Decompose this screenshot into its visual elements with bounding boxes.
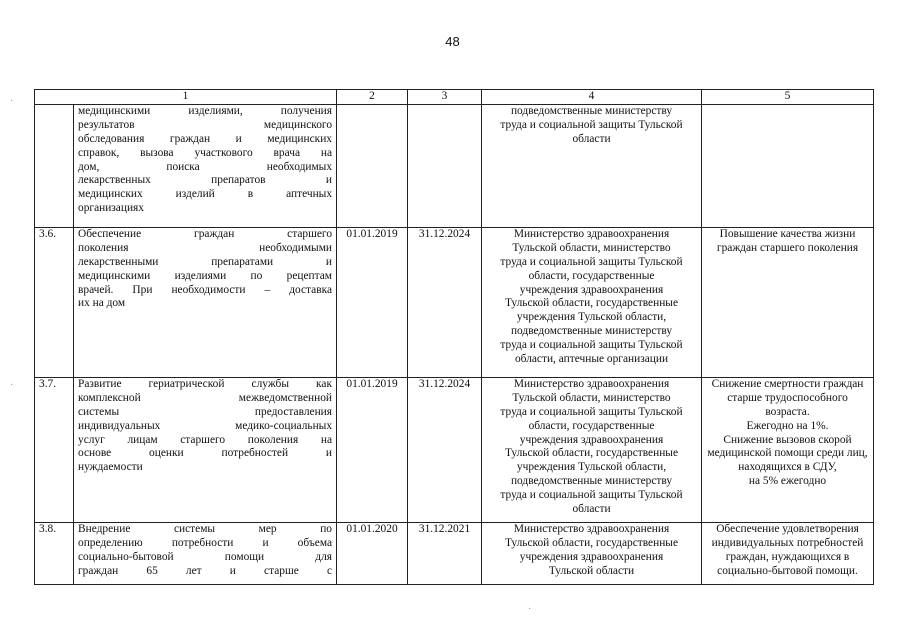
start-date: 01.01.2019	[337, 227, 408, 377]
activity-description-line: Обеспечение граждан старшего	[78, 227, 333, 240]
executors-line: подведомственные министерству	[510, 475, 673, 488]
expected-result-line: Повышение качества жизни	[719, 227, 856, 240]
column-header-5: 5	[702, 90, 874, 105]
activity-description-line: услуг лицам старшего поколения на	[78, 433, 333, 446]
expected-result	[702, 377, 874, 522]
table-row	[35, 227, 874, 377]
executors-line: учреждения Тульской области,	[516, 311, 667, 324]
scan-artifact-dot: ·	[528, 604, 532, 615]
expected-result-line: Снижение вызовов скорой	[723, 433, 852, 446]
column-header-1: 1	[35, 90, 337, 105]
activity-description-line: обследования граждан и медицинских	[78, 132, 333, 145]
activity-description-line: социально-бытовой помощи для	[78, 550, 333, 563]
activity-description-line: результатов медицинского	[78, 118, 333, 131]
executors-line: подведомственные министерству	[510, 104, 673, 117]
executors-line: Тульской области, министерство	[512, 391, 671, 404]
item-number: 3.8.	[35, 522, 74, 584]
activity-description	[74, 227, 337, 377]
executors-line: Тульской области, государственные	[505, 447, 678, 460]
executors-line: учреждения здравоохранения	[519, 433, 664, 446]
executors-line: области	[572, 132, 611, 145]
activity-description-line: дом, поиска необходимых	[78, 160, 333, 173]
expected-result	[702, 227, 874, 377]
executors-line: области	[572, 503, 611, 516]
activity-description-line: нуждаемости	[78, 461, 143, 474]
end-date	[408, 104, 482, 227]
executors-line: Министерство здравоохранения	[513, 522, 670, 535]
activity-description-line: индивидуальных медико-социальных	[78, 419, 333, 432]
executors-line: Тульской области, министерство	[512, 241, 671, 254]
table-row	[35, 522, 874, 584]
responsible-executors	[482, 522, 702, 584]
end-date: 31.12.2024	[408, 377, 482, 522]
table-row	[35, 104, 874, 227]
scan-artifact-dot: ·	[10, 380, 14, 391]
end-date: 31.12.2024	[408, 227, 482, 377]
executors-line: области, государственные	[528, 269, 655, 282]
activity-description-line: медицинских изделий в аптечных	[78, 188, 333, 201]
activity-description-line: системы предоставления	[78, 405, 333, 418]
expected-result-line: Обеспечение удовлетворения	[716, 522, 859, 535]
activity-description-line: комплексной межведомственной	[78, 391, 333, 404]
expected-result-line: Ежегодно на 1%.	[746, 419, 829, 432]
activity-description-line: справок, вызова участкового врача на	[78, 146, 333, 159]
activity-description	[74, 104, 337, 227]
expected-result	[702, 104, 874, 227]
activity-description-line: Внедрение системы мер по	[78, 522, 333, 535]
activity-description-line: основе оценки потребностей и	[78, 447, 333, 460]
expected-result-line: старше трудоспособного возраста.	[727, 391, 848, 418]
column-header-4: 4	[482, 90, 702, 105]
executors-line: Министерство здравоохранения	[513, 377, 670, 390]
start-date: 01.01.2020	[337, 522, 408, 584]
responsible-executors	[482, 104, 702, 227]
executors-line: Тульской области, государственные	[505, 297, 678, 310]
end-date: 31.12.2021	[408, 522, 482, 584]
executors-line: труда и социальной защиты Тульской	[500, 405, 683, 418]
expected-result-line: Снижение смертности граждан	[711, 377, 864, 390]
column-header-2: 2	[337, 90, 408, 105]
activity-description-line: лекарственных препаратов и	[78, 174, 333, 187]
page-number: 48	[445, 34, 460, 49]
activity-description	[74, 522, 337, 584]
activity-description	[74, 377, 337, 522]
start-date	[337, 104, 408, 227]
activity-description-line: Развитие гериатрической службы как	[78, 377, 333, 390]
activities-table	[34, 89, 874, 585]
expected-result-line: находящихся в СДУ,	[738, 461, 837, 474]
executors-line: труда и социальной защиты Тульской	[500, 255, 683, 268]
activity-description-line: определению потребности и объема	[78, 536, 333, 549]
executors-line: труда и социальной защиты Тульской	[500, 339, 683, 352]
executors-line: учреждения Тульской области,	[516, 461, 667, 474]
item-number: 3.6.	[35, 227, 74, 377]
activity-description-line: врачей. При необходимости – доставка	[78, 283, 333, 296]
expected-result-line: граждан старшего поколения	[716, 241, 859, 254]
start-date: 01.01.2019	[337, 377, 408, 522]
executors-line: Тульской области	[548, 564, 635, 577]
expected-result-line: социально-бытовой помощи.	[717, 564, 858, 577]
executors-line: Министерство здравоохранения	[513, 227, 670, 240]
activity-description-line: граждан 65 лет и старше с	[78, 564, 333, 577]
executors-line: учреждения здравоохранения	[519, 283, 664, 296]
activity-description-line: организациях	[78, 202, 144, 215]
column-header-3: 3	[408, 90, 482, 105]
executors-line: Тульской области, государственные	[505, 536, 678, 549]
scan-artifact-dot: ·	[10, 96, 14, 107]
table-header-row	[35, 90, 874, 105]
executors-line: области, аптечные организации	[514, 353, 669, 366]
activity-description-line: медицинскими изделиями, получения	[78, 104, 333, 117]
responsible-executors	[482, 377, 702, 522]
expected-result-line: на 5% ежегодно	[748, 475, 827, 488]
activity-description-line: медицинскими изделиями по рецептам	[78, 269, 333, 282]
executors-line: области, государственные	[528, 419, 655, 432]
executors-line: подведомственные министерству	[510, 325, 673, 338]
expected-result-line: индивидуальных потребностей	[711, 536, 864, 549]
item-number: 3.7.	[35, 377, 74, 522]
executors-line: труда и социальной защиты Тульской	[500, 118, 683, 131]
table-row	[35, 377, 874, 522]
executors-line: учреждения здравоохранения	[519, 550, 664, 563]
activity-description-line: их на дом	[78, 297, 126, 310]
expected-result-line: граждан, нуждающихся в	[725, 550, 850, 563]
activity-description-line: лекарственными препаратами и	[78, 255, 333, 268]
executors-line: труда и социальной защиты Тульской	[500, 489, 683, 502]
expected-result	[702, 522, 874, 584]
item-number	[35, 104, 74, 227]
activity-description-line: поколения необходимыми	[78, 241, 333, 254]
responsible-executors	[482, 227, 702, 377]
expected-result-line: медицинской помощи среди лиц,	[707, 447, 868, 460]
